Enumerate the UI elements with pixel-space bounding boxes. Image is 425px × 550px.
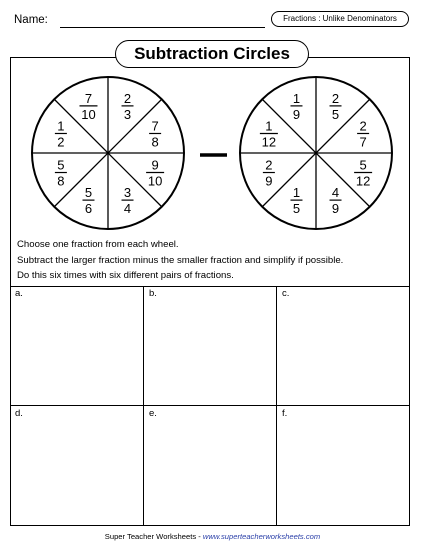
worksheet-title: Subtraction Circles — [115, 40, 309, 68]
fraction-denominator: 9 — [331, 201, 340, 217]
fraction-wheel-right — [240, 77, 392, 229]
answer-box-e[interactable]: e. — [144, 406, 277, 526]
fraction-denominator: 9 — [265, 173, 273, 189]
fraction-numerator: 2 — [265, 157, 273, 173]
answer-box-d[interactable]: d. — [10, 406, 144, 526]
fraction-denominator: 3 — [123, 106, 132, 122]
fraction-denominator: 4 — [123, 201, 132, 217]
instruction-line-3: Do this six times with six different pairs of fractions. — [17, 270, 234, 282]
fraction-denominator: 9 — [292, 106, 301, 122]
fraction-denominator: 10 — [147, 173, 163, 189]
topic-badge: Fractions : Unlike Denominators — [271, 11, 409, 27]
fraction-denominator: 5 — [292, 201, 301, 217]
instructions — [17, 237, 343, 284]
fraction-denominator: 7 — [359, 134, 367, 150]
fraction-numerator: 2 — [359, 118, 367, 134]
fraction-denominator: 8 — [57, 173, 65, 189]
fraction-numerator: 1 — [57, 118, 65, 134]
fraction-numerator: 1 — [292, 90, 301, 106]
fraction-numerator: 2 — [331, 90, 340, 106]
fraction-wheel-left — [32, 77, 184, 229]
instruction-line-1: Choose one fraction from each wheel. — [17, 239, 179, 250]
fraction-numerator: 9 — [151, 157, 159, 173]
instruction-line-2: Subtract the larger fraction minus the smaller fraction and simplify if possible. — [17, 254, 344, 266]
fraction-numerator: 7 — [151, 118, 159, 134]
name-label: Name: — [14, 14, 48, 26]
footer-url[interactable]: www.superteacherworksheets.com — [202, 532, 321, 541]
fraction-numerator: 2 — [123, 90, 132, 106]
answer-box-a[interactable]: a. — [10, 286, 144, 406]
fraction-numerator: 3 — [123, 185, 132, 201]
fraction-numerator: 5 — [84, 185, 93, 201]
fraction-denominator: 12 — [261, 134, 277, 150]
fraction-denominator: 5 — [331, 106, 340, 122]
fraction-numerator: 5 — [359, 157, 367, 173]
fraction-denominator: 10 — [81, 106, 96, 122]
fraction-numerator: 5 — [57, 157, 65, 173]
fraction-denominator: 6 — [84, 201, 93, 217]
fraction-numerator: 1 — [292, 185, 301, 201]
grid-top-rule — [10, 286, 410, 287]
fraction-numerator: 1 — [265, 118, 273, 134]
fraction-denominator: 2 — [57, 134, 65, 150]
fraction-denominator: 12 — [355, 173, 371, 189]
footer-brand: Super Teacher Worksheets - — [104, 532, 203, 541]
answer-box-b[interactable]: b. — [144, 286, 277, 406]
answer-box-f[interactable]: f. — [282, 408, 288, 419]
fraction-numerator: 7 — [84, 90, 93, 106]
fraction-denominator: 8 — [151, 134, 159, 150]
footer — [0, 532, 425, 541]
fraction-numerator: 4 — [331, 185, 340, 201]
fraction-wheels — [0, 0, 425, 240]
answer-box-c[interactable]: c. — [277, 286, 410, 406]
